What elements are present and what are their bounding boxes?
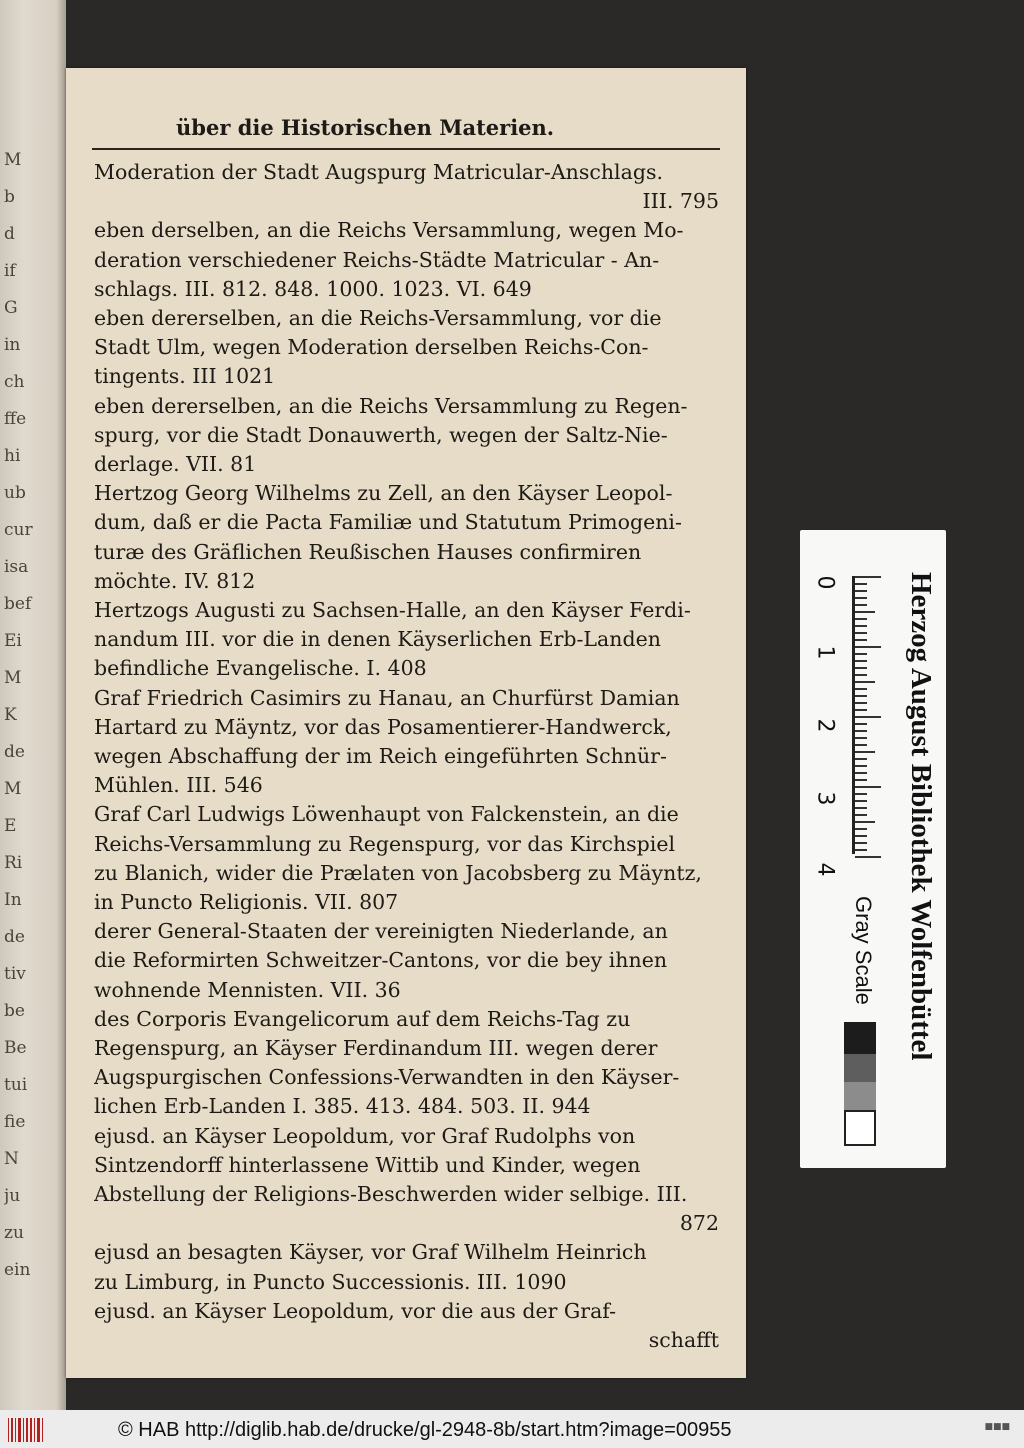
text-line: befindliche Evangelische. I. 408 [94,656,427,681]
facing-page-fragment: M [4,150,22,170]
facing-page-fragment: in [4,335,21,355]
facing-page-fragment: G [4,298,18,318]
facing-page-fragment: be [4,1001,25,1021]
facing-page-fragment: d [4,224,15,244]
ruler-tick [855,632,867,634]
ruler-tick [855,667,867,669]
text-line: derlage. VII. 81 [94,452,257,476]
ruler-tick [855,814,867,816]
text-line: ejusd. an Käyser Leopoldum, vor Graf Rudolphs von [94,1123,636,1148]
facing-page-fragment: ffe [4,409,27,429]
barcode-bar [30,1418,32,1442]
ruler-tick [855,688,867,690]
facing-page-fragment: fie [4,1112,26,1132]
text-line: Reichs-Versammlung zu Regenspurg, vor das Kirchspiel [94,831,676,856]
facing-page-fragment: ub [4,483,26,503]
ruler-tick [855,597,867,599]
text-line: Hertzog Georg Wilhelms zu Zell, an den Käyser Leopol- [94,481,673,506]
text-line: eben dererselben, an die Reichs-Versammlung, vor die [94,306,662,330]
gray-scale-label: Gray Scale [851,896,876,1005]
text-line: derer General-Staaten der vereinigten Niederlande, an [94,919,668,944]
facing-page-fragment: M [4,779,22,799]
ruler-tick [855,625,867,627]
text-line: deration verschiedener Reichs-Städte Matricular - An- [94,247,660,272]
text-line: Moderation der Stadt Augspurg Matricular-Anschlags. [94,160,663,184]
text-line: wohnende Mennisten. VII. 36 [94,977,401,1002]
facing-page-fragment: b [4,187,15,207]
barcode-bar [18,1418,21,1442]
text-line: dum, daß er die Pacta Familiæ und Statutum Primogeni- [94,510,682,535]
ruler-tick [855,653,867,655]
text-line: Mühlen. III. 546 [94,773,263,798]
institution-name: Herzog August Bibliothek Wolfenbüttel [905,572,937,1061]
scale-number-0: 0 [812,575,838,590]
ruler-tick [855,709,867,711]
text-line: turæ des Gräflichen Reußischen Hauses confirmiren [94,539,642,564]
gray-patch-mid [844,1082,876,1110]
facing-page-fragment: tui [4,1075,28,1095]
scale-number-2: 2 [812,718,838,733]
text-line: ejusd. an Käyser Leopoldum, vor die aus der Graf- [94,1298,617,1323]
ruler-tick [855,611,875,613]
facing-page-fragment: Be [4,1038,27,1058]
ruler-tick [855,583,867,585]
ruler-tick [855,674,867,676]
text-line: nandum III. vor die in denen Käyserlichen Erb-Landen [94,627,661,652]
barcode-bar [42,1418,43,1442]
copyright-link[interactable]: © HAB http://diglib.hab.de/drucke/gl-2948-8b/start.htm?image=00955 [118,1419,732,1441]
barcode-bar [11,1418,13,1442]
facing-page-edge [0,0,66,1410]
ruler-tick [855,590,867,592]
ruler-tick [855,849,867,851]
facing-page-fragment: hi [4,446,21,466]
facing-page-fragment: M [4,668,22,688]
ruler-tick [855,835,867,837]
ruler-tick [855,856,881,858]
ruler-tick [855,779,867,781]
barcode-bar [26,1418,28,1442]
facing-page-fragment: de [4,742,25,762]
barcode-bar [37,1418,40,1442]
ruler-tick [855,828,867,830]
text-line: III. 795 [642,189,719,214]
facing-page-fragment: cur [4,520,33,540]
facing-page-fragment: In [4,890,22,910]
ruler-tick [855,807,867,809]
color-scale-card [800,530,946,1168]
ruler-tick [855,639,867,641]
gray-patch-black [844,1022,876,1054]
facing-page-fragment: K [4,705,17,725]
ruler-tick [855,695,867,697]
ruler-tick [855,751,875,753]
text-line: in Puncto Religionis. VII. 807 [94,890,399,914]
ruler-tick [855,646,881,648]
text-line: Graf Friedrich Casimirs zu Hanau, an Churfürst Damian [94,685,680,710]
text-line: Graf Carl Ludwigs Löwenhaupt von Falckenstein, an die [94,802,679,827]
text-line: schlags. III. 812. 848. 1000. 1023. VI. 649 [94,276,532,301]
text-line: lichen Erb-Landen I. 385. 413. 484. 503. II. 944 [94,1094,591,1119]
facing-page-fragment: if [4,261,16,281]
ruler-tick [855,618,867,620]
ruler-tick [855,604,867,606]
ruler-tick [855,702,867,704]
ruler-tick [855,786,881,788]
ruler-tick [855,842,867,844]
facing-page-fragment: E [4,816,17,836]
facing-page-fragment: tiv [4,964,26,984]
scale-number-1: 1 [812,645,838,660]
ruler-tick [855,765,867,767]
text-line: des Corporis Evangelicorum auf dem Reichs-Tag zu [94,1006,631,1031]
header-rule [92,148,720,150]
facing-page-fragment: Ei [4,631,22,651]
scale-number-4: 4 [812,862,838,877]
text-line: Augspurgischen Confessions-Verwandten in den Käyser- [94,1065,680,1090]
facing-page-fragment: ju [4,1186,21,1206]
barcode-bar [23,1418,24,1442]
text-line: eben derselben, an die Reichs Versammlung, wegen Mo- [94,218,684,243]
ruler-tick [855,737,867,739]
text-line: zu Limburg, in Puncto Successionis. III. 1090 [94,1269,567,1294]
facing-page-fragment: ch [4,372,25,392]
ruler-tick [855,793,867,795]
ruler-tick [855,821,875,823]
footer-bar [0,1410,1024,1448]
scale-number-3: 3 [812,791,838,806]
barcode-bar [15,1418,16,1442]
text-line: 872 [679,1211,719,1236]
facing-page-fragment: zu [4,1223,24,1243]
gray-patch-white [844,1110,876,1146]
text-line: Sintzendorff hinterlassene Wittib und Kinder, wegen [94,1152,641,1177]
ruler-tick [855,723,867,725]
ruler-tick [855,758,867,760]
facing-page-fragment: de [4,927,25,947]
text-line: tingents. III 1021 [94,364,276,389]
text-line: Regenspurg, an Käyser Ferdinandum III. wegen derer [94,1036,658,1060]
ruler-tick [855,730,867,732]
ruler-tick [855,800,867,802]
ruler-tick [855,681,875,683]
ruler-tick [855,772,867,774]
text-line: wegen Abschaffung der im Reich eingeführten Schnür- [94,744,667,768]
ellipsis-icon: ■■■ [984,1422,1010,1432]
text-line: spurg, vor die Stadt Donauwerth, wegen der Saltz-Nie- [94,422,668,447]
ruler-tick [855,716,881,718]
text-line: eben dererselben, an die Reichs Versammlung zu Regen- [94,393,688,418]
barcode-bar [34,1418,35,1442]
barcode-bar [8,1418,9,1442]
text-line: möchte. IV. 812 [94,568,256,593]
facing-page-fragment: bef [4,594,32,614]
ruler-tick [855,576,881,578]
ruler-tick [855,660,867,662]
text-line: Abstellung der Religions-Beschwerden wider selbige. III. [94,1182,688,1206]
hab-logo-icon [8,1418,44,1442]
book-page [66,68,746,1378]
facing-page-fragment: N [4,1149,19,1169]
facing-page-fragment: ein [4,1260,31,1280]
text-line: zu Blanich, wider die Prælaten von Jacobsberg zu Mäyntz, [94,860,702,885]
text-line: schafft [648,1328,719,1352]
text-line: die Reformirten Schweitzer-Cantons, vor die bey ihnen [94,948,668,973]
running-head: über die Historischen Materien. [176,115,555,140]
facing-page-fragment: isa [4,557,29,577]
text-line: Hertzogs Augusti zu Sachsen-Halle, an den Käyser Ferdi- [94,598,691,622]
text-line: Stadt Ulm, wegen Moderation derselben Reichs-Con- [94,335,649,360]
text-line: Hartard zu Mäyntz, vor das Posamentierer-Handwerck, [94,714,672,739]
text-line: ejusd an besagten Käyser, vor Graf Wilhelm Heinrich [94,1240,647,1265]
gray-patch-dark [844,1054,876,1082]
ruler-tick [855,744,867,746]
facing-page-fragment: Ri [4,853,23,873]
